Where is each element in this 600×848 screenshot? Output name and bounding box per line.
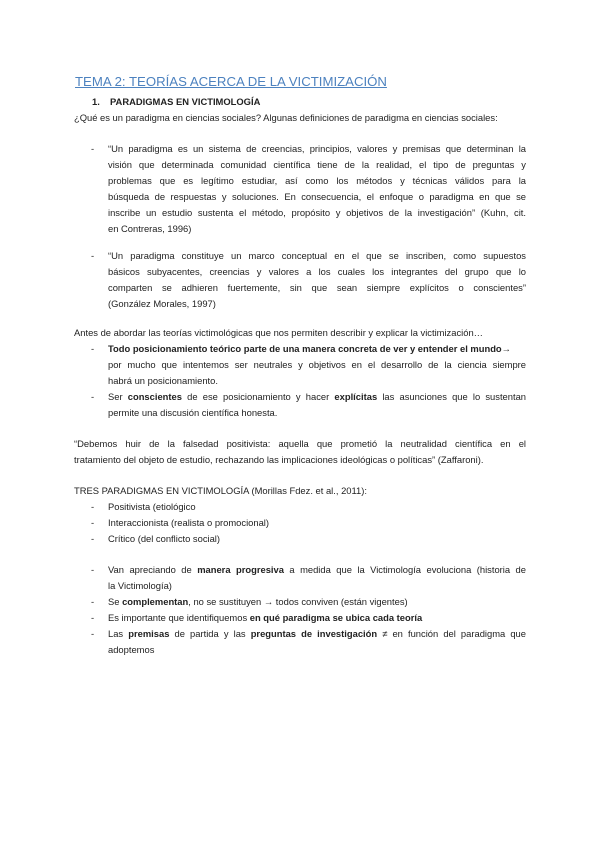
bold-text: conscientes: [127, 391, 182, 402]
quote-line: comparten se adhieren fuertemente, sin que sean siempre explícitos o conscientes”: [108, 282, 526, 293]
bullet-dash: -: [91, 564, 95, 575]
positioning-line: por mucho que intentemos ser neutrales y objetivos en el desarrollo de la ciencia siempre: [108, 359, 526, 370]
bullet-dash: -: [91, 628, 95, 639]
quote-kuhn: [108, 141, 526, 237]
note-line: [108, 626, 526, 642]
note-identify: [108, 610, 526, 626]
three-paradigms-heading: TRES PARADIGMAS EN VICTIMOLOGÍA (Morillas Fdez. et al., 2011):: [74, 485, 367, 496]
text-span: Es importante que identifiquemos: [108, 612, 250, 623]
note-premises: [108, 626, 526, 658]
note-progressive: [108, 562, 526, 594]
quote-line: tratamiento del objeto de estudio, rechazando las implicaciones ideológicas o políticas” (Zaffaroni).: [74, 454, 484, 465]
bullet-dash: -: [91, 517, 95, 528]
quote-line: “Un paradigma constituye un marco conceptual en el que se inscriben, como supuestos: [108, 250, 526, 261]
intro-question: ¿Qué es un paradigma en ciencias sociales? Algunas definiciones de paradigma en ciencias sociales:: [74, 112, 498, 123]
paradigm-item-positivista: Positivista (etiológico: [108, 501, 196, 512]
quote-line: “Un paradigma es un sistema de creencias, principios, valores y premisas que determinan la: [108, 143, 526, 154]
quote-line: básicos subyacentes, creencias y valores a los cuales los integrantes del grupo que lo: [108, 266, 526, 277]
quote-line: visión que determinada comunidad científica tiene de la realidad, el tipo de preguntas y: [108, 159, 526, 170]
zaffaroni-quote: [74, 436, 526, 468]
section-heading-text: PARADIGMAS EN VICTIMOLOGÍA: [110, 96, 261, 107]
positioning-line: habrá un posicionamiento.: [108, 375, 218, 386]
bullet-dash: -: [91, 391, 95, 402]
text-span: , no se sustituyen → todos conviven (están vigentes): [188, 596, 408, 607]
positioning-item-1: [108, 341, 526, 389]
quote-line: “Debemos huir de la falsedad positivista: aquella que prometió la neutralidad científica en el: [74, 438, 526, 449]
quote-line: (González Morales, 1997): [108, 298, 216, 309]
bullet-dash: -: [91, 533, 95, 544]
quote-line: búsqueda de respuestas y soluciones. En consecuencia, el enfoque o paradigma en que se: [108, 191, 526, 202]
bullet-dash: -: [91, 612, 95, 623]
note-line: la Victimología): [108, 580, 172, 591]
text-span: ≠ en función del paradigma que: [377, 628, 526, 639]
bold-text: en qué paradigma se ubica cada teoría: [249, 612, 423, 623]
text-span: Ser: [108, 391, 128, 402]
note-line: adoptemos: [108, 644, 155, 655]
quote-gonzalez: [108, 248, 526, 312]
bullet-dash: -: [91, 501, 95, 512]
text-span: Van apreciando de: [108, 564, 198, 575]
bold-text: explícitas: [334, 391, 378, 402]
bullet-dash: -: [91, 143, 95, 154]
bullet-dash: -: [91, 250, 95, 261]
text-span: Las: [108, 628, 129, 639]
section-number: 1.: [92, 96, 100, 107]
text-span: a medida que la Victimología evoluciona (historia de: [283, 564, 526, 575]
text-span: de ese posicionamiento y hacer: [181, 391, 335, 402]
positioning-line: [108, 389, 526, 405]
paradigm-item-critico: Crítico (del conflicto social): [108, 533, 221, 544]
quote-line: en Contreras, 1996): [108, 223, 192, 234]
note-line: [108, 562, 526, 578]
bold-text: premisas: [128, 628, 170, 639]
text-span: de partida y las: [169, 628, 251, 639]
before-theories-paragraph: Antes de abordar las teorías victimológicas que nos permiten describir y explicar la victimización…: [74, 327, 484, 338]
bullet-dash: -: [91, 343, 95, 354]
paradigm-item-interaccionista: Interaccionista (realista o promocional): [108, 517, 270, 528]
positioning-line: permite una discusión científica honesta.: [108, 407, 278, 418]
bold-text: Todo posicionamiento teórico parte de una manera concreta de ver y entender el mundo: [108, 343, 502, 354]
text-span: Se: [108, 596, 123, 607]
positioning-item-2: [108, 389, 526, 421]
bold-text: preguntas de investigación: [250, 628, 378, 639]
quote-line: problemas que es legítimo estudiar, así como los métodos y técnicas válidos para la: [108, 175, 526, 186]
section-heading: [92, 94, 260, 110]
text-span: las asunciones que lo sustentan: [377, 391, 527, 402]
bullet-dash: -: [91, 596, 95, 607]
bold-text: complementan: [122, 596, 189, 607]
arrow-glyph: →: [501, 343, 512, 354]
quote-line: inscribe un estudio sustenta el método, propósito y objetivos de la investigación” (Kuhn, cit.: [108, 207, 526, 218]
bold-text: manera progresiva: [197, 564, 284, 575]
note-complement: [108, 594, 526, 610]
document-title: TEMA 2: TEORÍAS ACERCA DE LA VICTIMIZACIÓN: [75, 74, 387, 89]
positioning-line: [108, 341, 526, 357]
